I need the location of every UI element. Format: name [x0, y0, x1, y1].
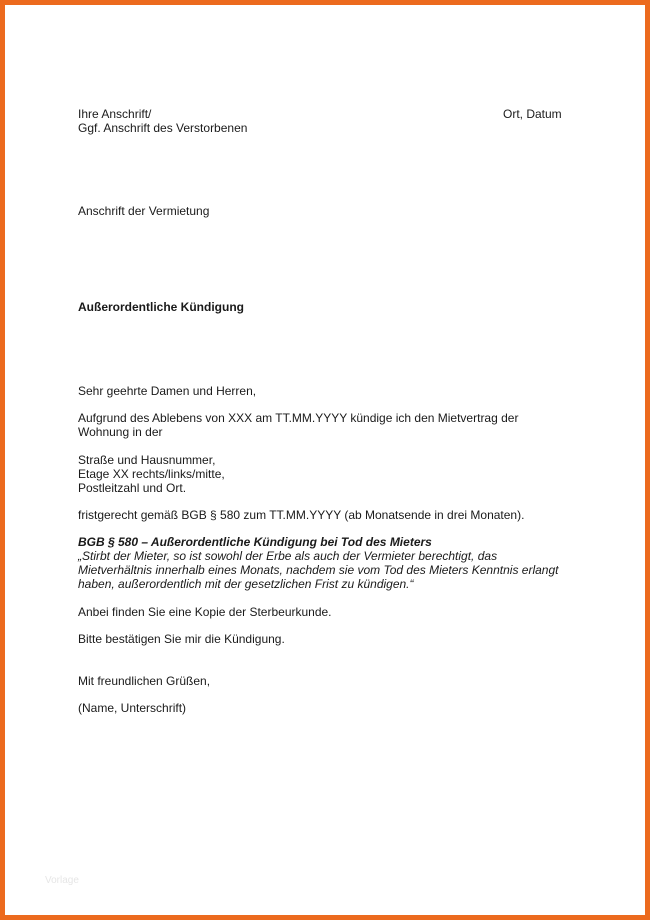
law-quote-line-3: haben, außerordentlich mit der gesetzlichen Frist zu kündigen.“ [78, 577, 414, 591]
sender-line-1: Ihre Anschrift/ [78, 107, 152, 121]
subject-line: Außerordentliche Kündigung [78, 300, 244, 314]
sender-line-2: Ggf. Anschrift des Verstorbenen [78, 121, 248, 135]
watermark: Vorlage [45, 875, 79, 886]
law-quote-line-2: Mietverhältnis innerhalb eines Monats, nachdem sie vom Tod des Mieters Kenntnis erlangt [78, 563, 559, 577]
enclosure-note: Anbei finden Sie eine Kopie der Sterbeurkunde. [78, 605, 332, 619]
deadline-text: fristgerecht gemäß BGB § 580 zum TT.MM.YYYY (ab Monatsende in drei Monaten). [78, 508, 525, 522]
salutation: Sehr geehrte Damen und Herren, [78, 384, 257, 398]
address-line-floor: Etage XX rechts/links/mitte, [78, 467, 225, 481]
closing-greeting: Mit freundlichen Grüßen, [78, 674, 211, 688]
address-line-street: Straße und Hausnummer, [78, 453, 216, 467]
law-quote-line-1: „Stirbt der Mieter, so ist sowohl der Erbe als auch der Vermieter berechtigt, das [78, 549, 498, 563]
place-date: Ort, Datum [503, 107, 562, 121]
signature-placeholder: (Name, Unterschrift) [78, 701, 187, 715]
address-line-city: Postleitzahl und Ort. [78, 481, 187, 495]
recipient-address: Anschrift der Vermietung [78, 204, 210, 218]
intro-line-2: Wohnung in der [78, 425, 163, 439]
intro-line-1: Aufgrund des Ablebens von XXX am TT.MM.YYYY kündige ich den Mietvertrag der [78, 411, 519, 425]
law-heading: BGB § 580 – Außerordentliche Kündigung bei Tod des Mieters [78, 535, 432, 549]
confirmation-request: Bitte bestätigen Sie mir die Kündigung. [78, 632, 285, 646]
